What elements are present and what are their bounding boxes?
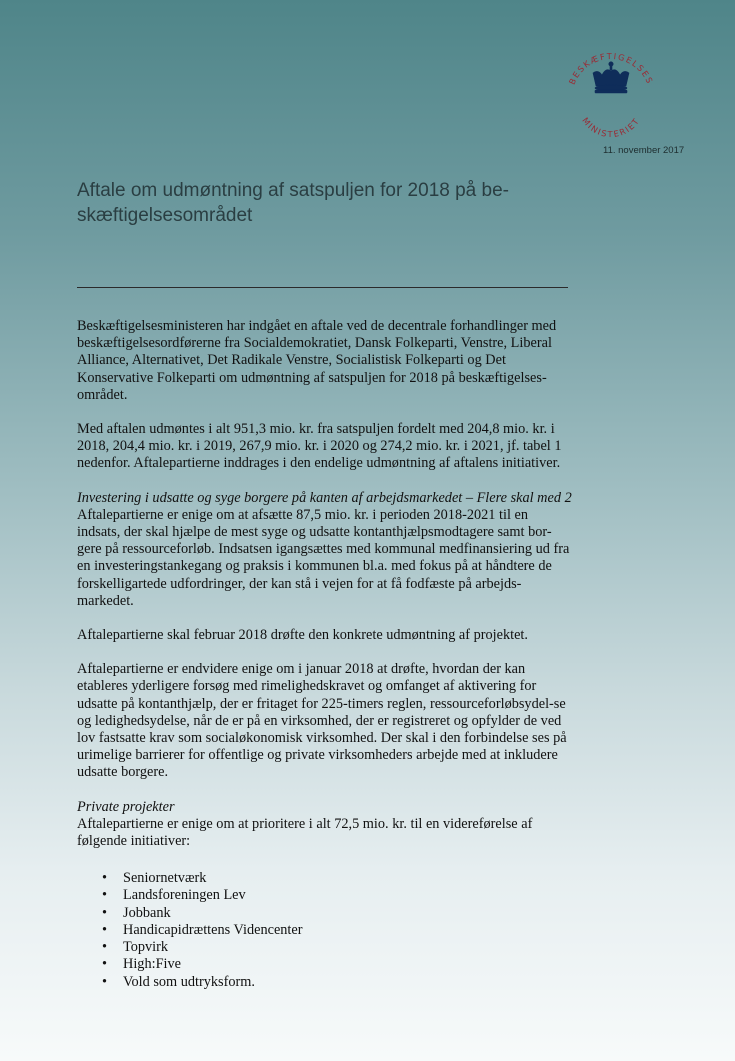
list-item: [77, 956, 572, 973]
list-item-label: Jobbank: [123, 904, 171, 921]
paragraph-februar: Aftalepartierne skal februar 2018 drøfte den konkrete udmøntning af projektet.: [77, 627, 528, 644]
paragraph-funding: Med aftalen udmøntes i alt 951,3 mio. kr. fra satspuljen fordelt med 204,8 mio. kr. i 2018, 204,4 mio. kr. i 2019, 267,9 mio. kr. i 2020 og 274,2 mio. kr. i 2021, jf. tabel 1 nedenfor. Aftalepartierne inddrages i den endelige udmøntning af aftalens initiativer.: [77, 421, 562, 472]
logo-top-text: BESKÆFTIGELSES: [566, 50, 656, 87]
list-item-label: Landsforeningen Lev: [123, 887, 246, 904]
paragraph-januar: Aftalepartierne er endvidere enige om i januar 2018 at drøfte, hvordan der kan etableres yderligere forsøg med rimelighedskravet og omfanget af aktivering for udsatte på kontanthjælp, der er fritaget for 225-timers reglen, ressourceforløbsydel-se og ledighedsydelse, når de er på en virksomhed, der er registreret og opfylder de ved lov fastsatte krav som socialøkonomisk virksomhed. Der skal i den forbindelse ses på urimelige barrierer for offentlige og private virksomheders arbejde med at inkludere udsatte borgere.: [77, 661, 567, 781]
ministry-logo: [556, 42, 666, 152]
list-item-label: High:Five: [123, 956, 181, 973]
list-item: [77, 922, 572, 939]
paragraph-investering: Aftalepartierne er enige om at afsætte 87,5 mio. kr. i perioden 2018-2021 til en indsats, der skal hjælpe de mest syge og udsatte kontanthjælpsmodtagere samt bor-gere på ressourceforløb. Indsatsen igangsættes med kommunal medfinansiering ud fra en investeringstankegang og praksis i kommunen bl.a. med fokus på at håndtere de forskelligartede udfordringer, der kan stå i vejen for at få fodfæste på arbejds-markedet.: [77, 506, 570, 609]
document-body: [77, 318, 572, 991]
bullet-icon: •: [102, 939, 108, 956]
bullet-icon: •: [102, 956, 108, 973]
svg-text:MINISTERIET: [580, 115, 641, 139]
bullet-icon: •: [102, 973, 108, 990]
paragraph-intro: Beskæftigelsesministeren har indgået en aftale ved de decentrale forhandlinger med beskæftigelsesordførerne fra Socialdemokratiet, Dansk Folkeparti, Venstre, Liberal Alliance, Alternativet, Det Radikale Venstre, Socialistisk Folkeparti og Det Konservative Folkeparti om udmøntning af satspuljen for 2018 på beskæftigelses-området.: [77, 318, 557, 403]
list-item: [77, 870, 572, 887]
document-date: 11. november 2017: [603, 145, 685, 156]
list-item-label: Handicapidrættens Videncenter: [123, 921, 303, 938]
bullet-icon: •: [102, 870, 108, 887]
list-item-label: Topvirk: [123, 939, 169, 956]
list-item: [77, 905, 572, 922]
bullet-icon: •: [102, 904, 108, 921]
bullet-icon: •: [102, 921, 108, 938]
title-divider: [77, 287, 568, 288]
bullet-icon: •: [102, 887, 108, 904]
section-heading-investering: Investering i udsatte og syge borgere på kanten af arbejdsmarkedet – Flere skal med 2: [77, 489, 572, 506]
crown-icon: [593, 62, 629, 93]
document-title: Aftale om udmøntning af satspuljen for 2018 på be-skæftigelsesområdet: [77, 180, 509, 226]
list-item-label: Seniornetværk: [123, 870, 207, 887]
section-heading-private: Private projekter: [77, 798, 175, 815]
paragraph-private: Aftalepartierne er enige om at prioritere i alt 72,5 mio. kr. til en videreførelse af følgende initiativer:: [77, 815, 533, 850]
list-item: [77, 974, 572, 991]
list-item-label: Vold som udtryksform.: [123, 973, 255, 990]
list-item: [77, 887, 572, 904]
list-item: [77, 939, 572, 956]
logo-bottom-text: MINISTERIET: [580, 115, 642, 140]
initiatives-list: [77, 870, 572, 990]
